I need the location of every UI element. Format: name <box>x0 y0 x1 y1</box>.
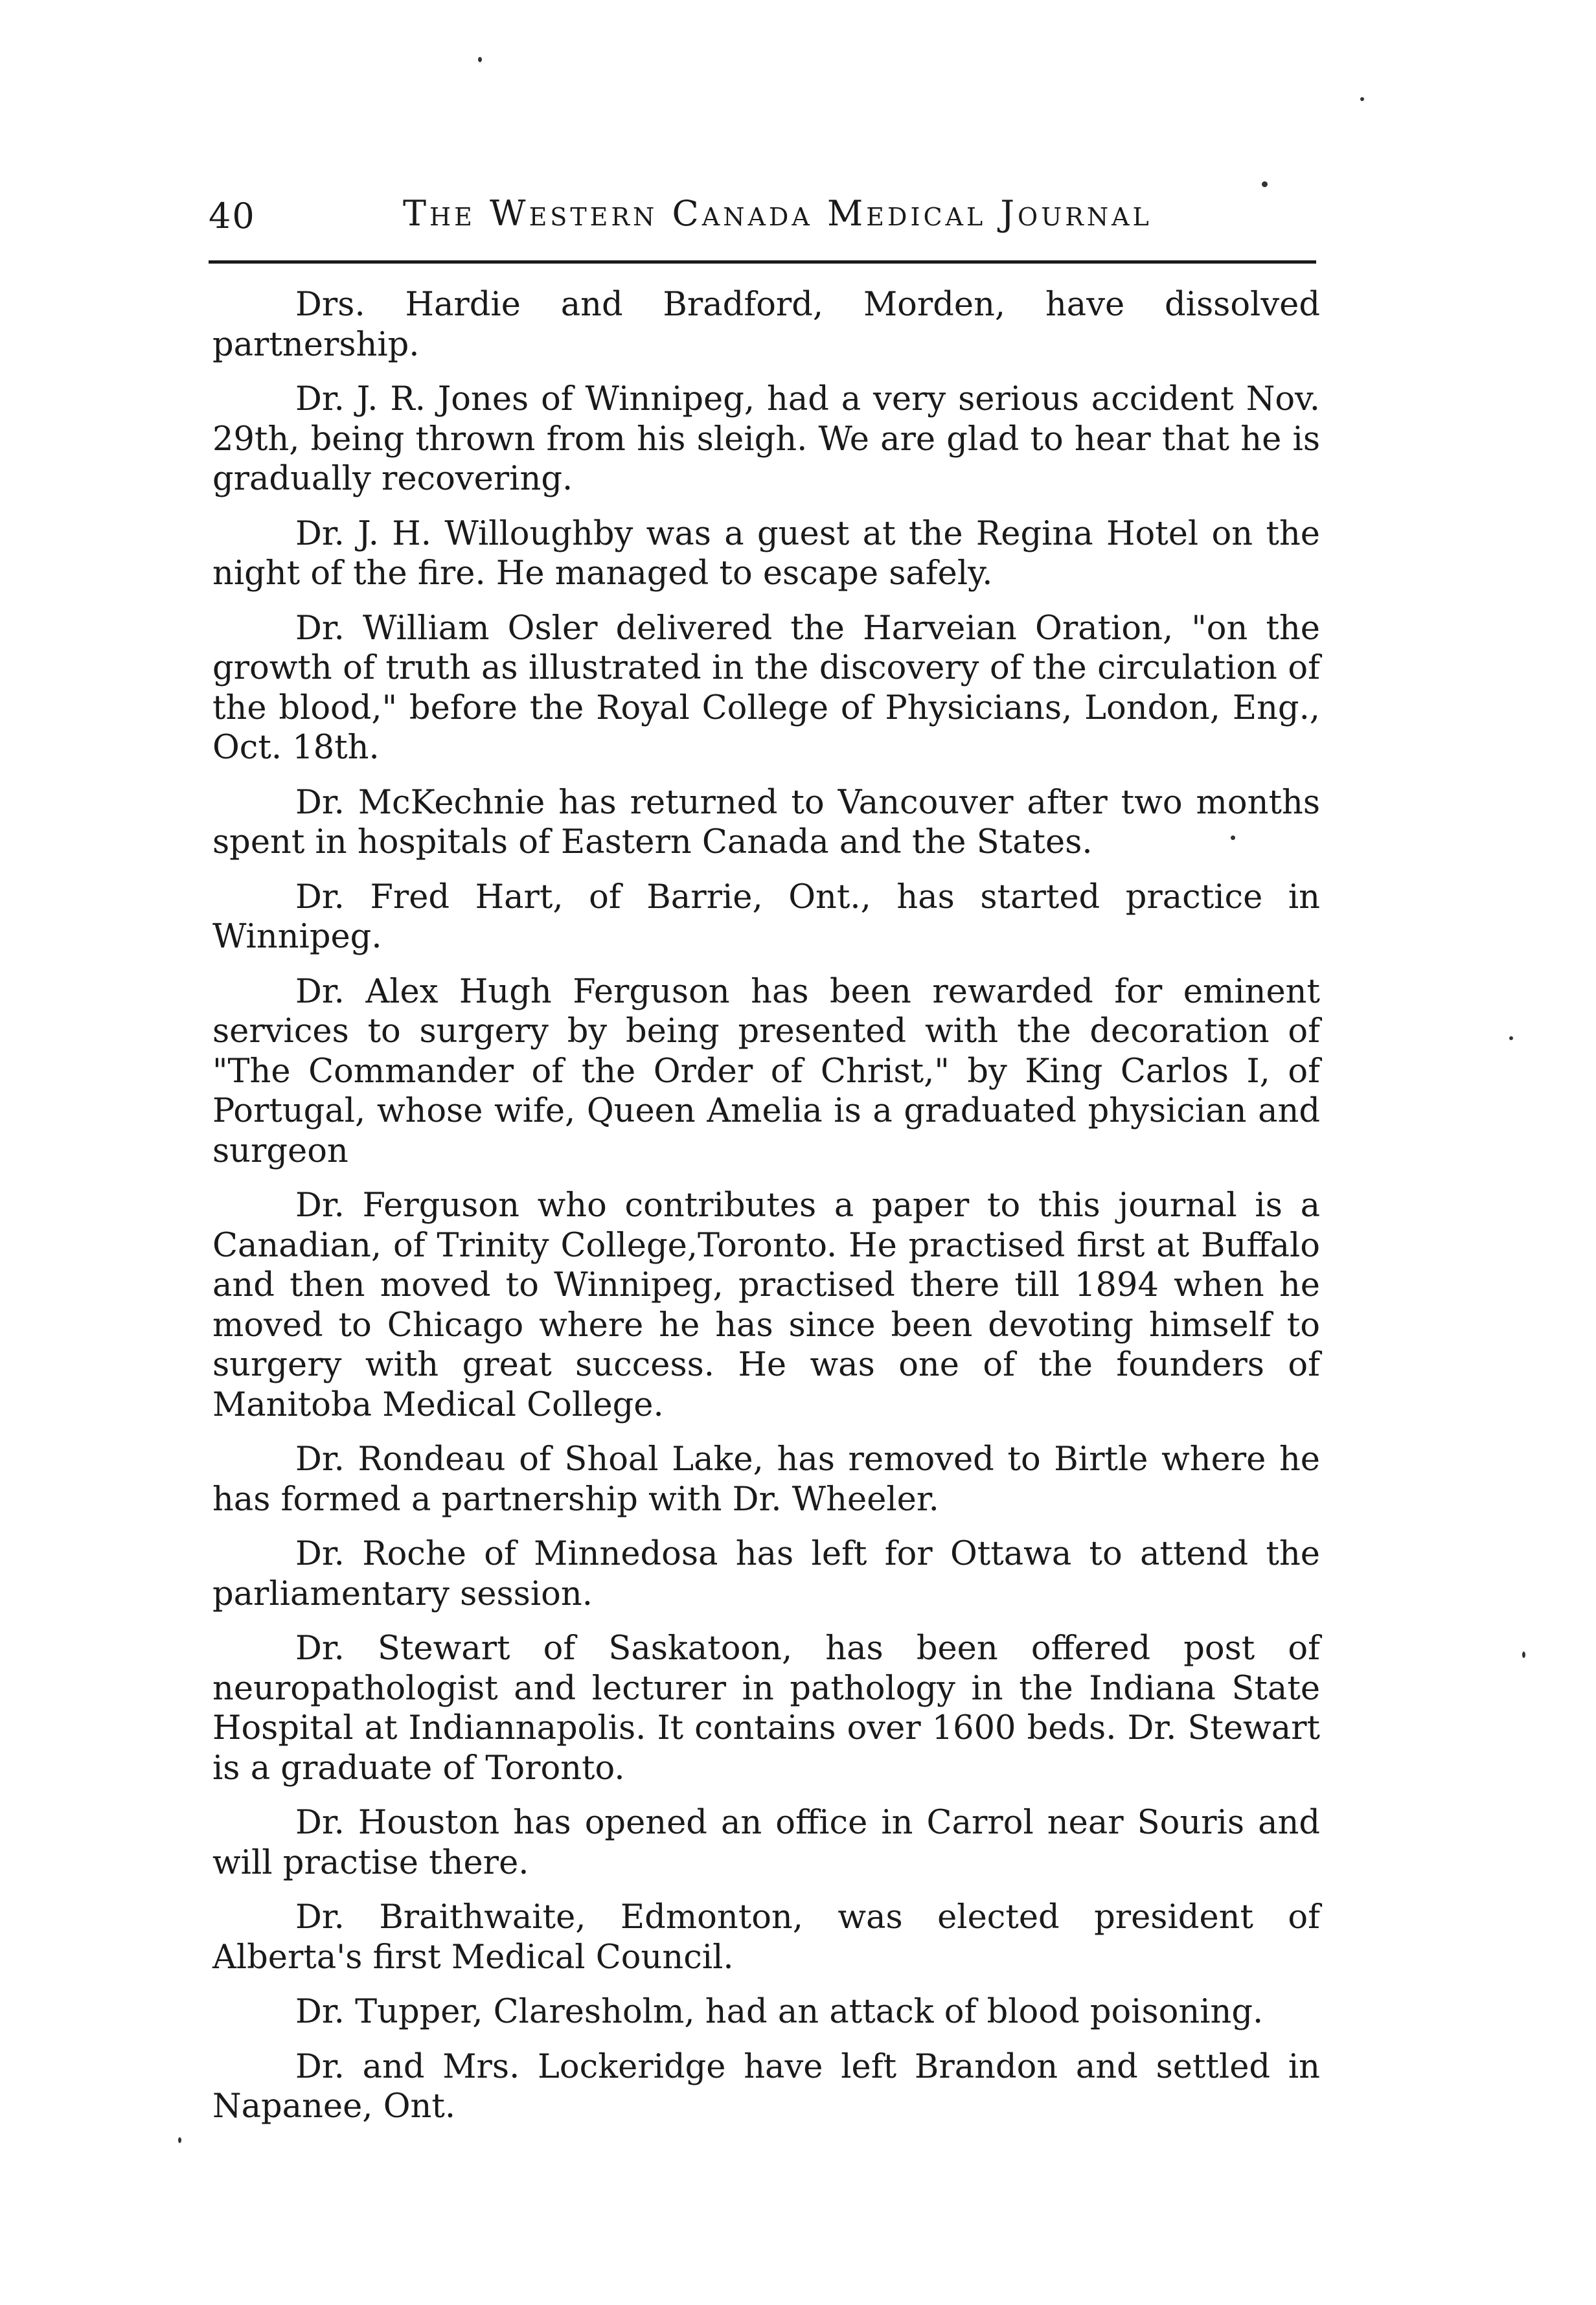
news-item-hart: Dr. Fred Hart, of Barrie, Ont., has started practice in Winnipeg. <box>212 878 1320 956</box>
scan-speck <box>1360 97 1364 101</box>
scan-speck <box>178 2137 181 2143</box>
news-item-houston: Dr. Houston has opened an office in Carrol near Souris and will practise there. <box>212 1804 1320 1882</box>
news-item-braithwaite: Dr. Braithwaite, Edmonton, was elected president of Alberta's first Medical Council. <box>212 1898 1320 1977</box>
news-item-lockeridge: Dr. and Mrs. Lockeridge have left Brandon and settled in Napanee, Ont. <box>212 2047 1320 2126</box>
news-item-ferguson-decoration: Dr. Alex Hugh Ferguson has been rewarded for eminent services to surgery by being presented with the decoration of "The Commander of the Order of Christ," by King Carlos I, of Portugal, whose wife, Queen Amelia is a graduated physician and surgeon <box>212 972 1320 1170</box>
news-item-osler: Dr. William Osler delivered the Harveian Oration, "on the growth of truth as illustrated in the discovery of the circulation of the blood," before the Royal College of Physicians, London, Eng., Oct. 18th. <box>212 609 1320 767</box>
scan-speck <box>1231 835 1235 840</box>
news-item-hardie-bradford: Drs. Hardie and Bradford, Morden, have dissolved partnership. <box>212 286 1320 364</box>
header-rule <box>209 260 1316 264</box>
news-item-jones: Dr. J. R. Jones of Winnipeg, had a very serious accident Nov. 29th, being thrown from his sleigh. We are glad to hear that he is gradually recovering. <box>212 380 1320 498</box>
news-item-willoughby: Dr. J. H. Willoughby was a guest at the Regina Hotel on the night of the fire. He managed to escape safely. <box>212 514 1320 593</box>
scan-speck <box>1522 1652 1525 1658</box>
scan-speck <box>478 57 482 62</box>
news-item-tupper: Dr. Tupper, Claresholm, had an attack of blood poisoning. <box>295 1993 1264 2031</box>
news-column <box>212 285 1320 2142</box>
news-item-rondeau: Dr. Rondeau of Shoal Lake, has removed to Birtle where he has formed a partnership with Dr. Wheeler. <box>212 1440 1320 1519</box>
running-title: The Western Canada Medical Journal <box>403 193 1152 234</box>
news-item-stewart: Dr. Stewart of Saskatoon, has been offered post of neuropathologist and lecturer in pathology in the Indiana State Hospital at Indiannapolis. It contains over 1600 beds. Dr. Stewart is a graduate of Toronto. <box>212 1629 1320 1788</box>
scan-speck <box>1509 1036 1513 1040</box>
news-item-mckechnie: Dr. McKechnie has returned to Vancouver after two months spent in hospitals of Eastern Canada and the States. <box>212 783 1320 861</box>
scan-speck <box>1262 181 1268 187</box>
page-number: 40 <box>209 196 256 236</box>
news-item-ferguson-bio: Dr. Ferguson who contributes a paper to this journal is a Canadian, of Trinity College,Toronto. He practised first at Buffalo and then moved to Winnipeg, practised there till 1894 when he moved to Chicago where he has since been devoting himself to surgery with great success. He was one of the founders of Manitoba Medical College. <box>212 1187 1320 1424</box>
news-item-roche: Dr. Roche of Minnedosa has left for Ottawa to attend the parliamentary session. <box>212 1535 1320 1613</box>
page-header <box>209 188 1316 246</box>
